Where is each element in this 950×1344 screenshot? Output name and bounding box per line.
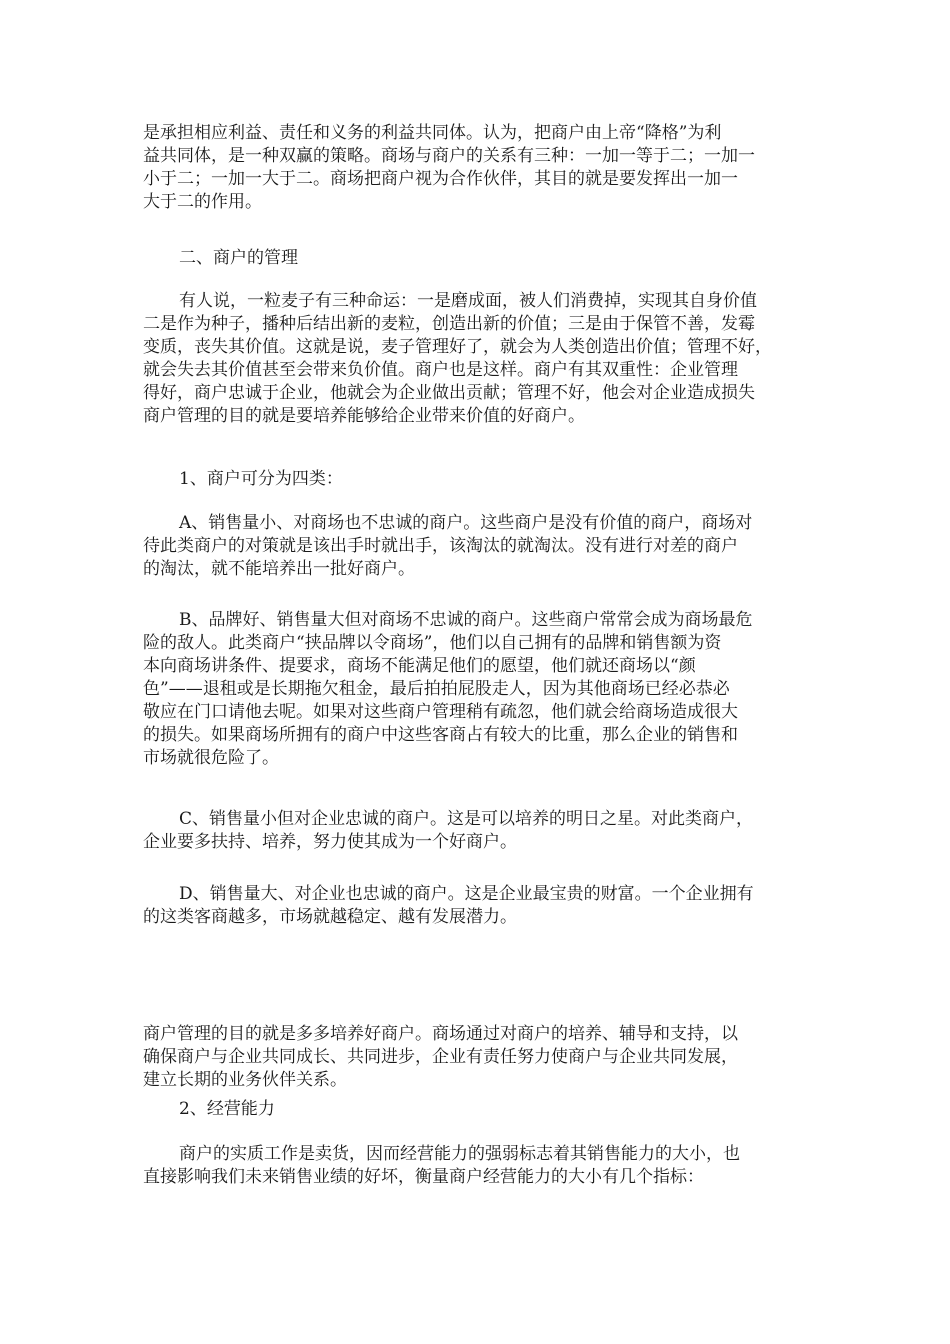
text-line: 二是作为种子，播种后结出新的麦粒，创造出新的价值；三是由于保管不善，发霉 <box>143 314 755 334</box>
text-line: 确保商户与企业共同成长、共同进步，企业有责任努力使商户与企业共同发展， <box>143 1047 738 1067</box>
text-line: A、销售量小、对商场也不忠诚的商户。这些商户是没有价值的商户，商场对 <box>179 513 753 533</box>
paragraph-type-c <box>143 808 813 854</box>
section-heading-business-ability <box>143 1098 813 1121</box>
paragraph-intro-continued <box>143 122 813 214</box>
text-line: 的这类客商越多，市场就越稳定、越有发展潜力。 <box>143 907 517 927</box>
paragraph-business-ability <box>143 1143 813 1189</box>
text-line: 就会失去其价值甚至会带来负价值。商户也是这样。商户有其双重性：企业管理 <box>143 360 738 380</box>
paragraph-wheat-analogy <box>143 290 813 428</box>
text-line: 色”——退租或是长期拖欠租金，最后拍拍屁股走人，因为其他商场已经必恭必 <box>143 679 730 699</box>
section-heading-merchant-management <box>143 247 813 270</box>
text-line: 益共同体，是一种双赢的策略。商场与商户的关系有三种：一加一等于二；一加一 <box>143 146 755 166</box>
text-line: D、销售量大、对企业也忠诚的商户。这是企业最宝贵的财富。一个企业拥有 <box>179 884 754 904</box>
section-heading-four-types <box>143 468 813 491</box>
text-line: C、销售量小但对企业忠诚的商户。这是可以培养的明日之星。对此类商户， <box>179 809 754 829</box>
text-line: 小于二；一加一大于二。商场把商户视为合作伙伴，其目的就是要发挥出一加一 <box>143 169 738 189</box>
text-line: 大于二的作用。 <box>143 192 262 212</box>
heading-text: 2、经营能力 <box>179 1099 275 1119</box>
text-line: 得好，商户忠诚于企业，他就会为企业做出贡献；管理不好，他会对企业造成损失 <box>143 383 755 403</box>
text-line: 直接影响我们未来销售业绩的好坏，衡量商户经营能力的大小有几个指标： <box>143 1167 704 1187</box>
text-line: 待此类商户的对策就是该出手时就出手，该淘汰的就淘汰。没有进行对差的商户 <box>143 536 738 556</box>
heading-text: 1、商户可分为四类： <box>179 469 343 489</box>
text-line: 本向商场讲条件、提要求，商场不能满足他们的愿望，他们就还商场以“颜 <box>143 656 696 676</box>
text-line: 企业要多扶持、培养，努力使其成为一个好商户。 <box>143 832 517 852</box>
paragraph-type-b <box>143 609 813 770</box>
text-line: B、品牌好、销售量大但对商场不忠诚的商户。这些商户常常会成为商场最危 <box>179 610 753 630</box>
paragraph-type-d <box>143 883 813 929</box>
text-line: 商户管理的目的就是要培养能够给企业带来价值的好商户。 <box>143 406 585 426</box>
text-line: 商户管理的目的就是多多培养好商户。商场通过对商户的培养、辅导和支持，以 <box>143 1024 738 1044</box>
text-line: 商户的实质工作是卖货，因而经营能力的强弱标志着其销售能力的大小，也 <box>179 1144 740 1164</box>
text-line: 的损失。如果商场所拥有的商户中这些客商占有较大的比重，那么企业的销售和 <box>143 725 738 745</box>
text-line: 建立长期的业务伙伴关系。 <box>143 1070 347 1090</box>
text-line: 有人说，一粒麦子有三种命运：一是磨成面，被人们消费掉，实现其自身价值 <box>179 291 757 311</box>
text-line: 变质，丧失其价值。这就是说，麦子管理好了，就会为人类创造出价值；管理不好， <box>143 337 772 357</box>
text-line: 的淘汰，就不能培养出一批好商户。 <box>143 559 415 579</box>
text-line: 市场就很危险了。 <box>143 748 279 768</box>
heading-text: 二、商户的管理 <box>179 248 298 268</box>
text-line: 险的敌人。此类商户“挟品牌以令商场”，他们以自己拥有的品牌和销售额为资 <box>143 633 722 653</box>
paragraph-management-purpose <box>143 1023 813 1092</box>
text-line: 敬应在门口请他去呢。如果对这些商户管理稍有疏忽，他们就会给商场造成很大 <box>143 702 738 722</box>
text-line: 是承担相应利益、责任和义务的利益共同体。认为，把商户由上帝“降格”为利 <box>143 123 722 143</box>
paragraph-type-a <box>143 512 813 581</box>
